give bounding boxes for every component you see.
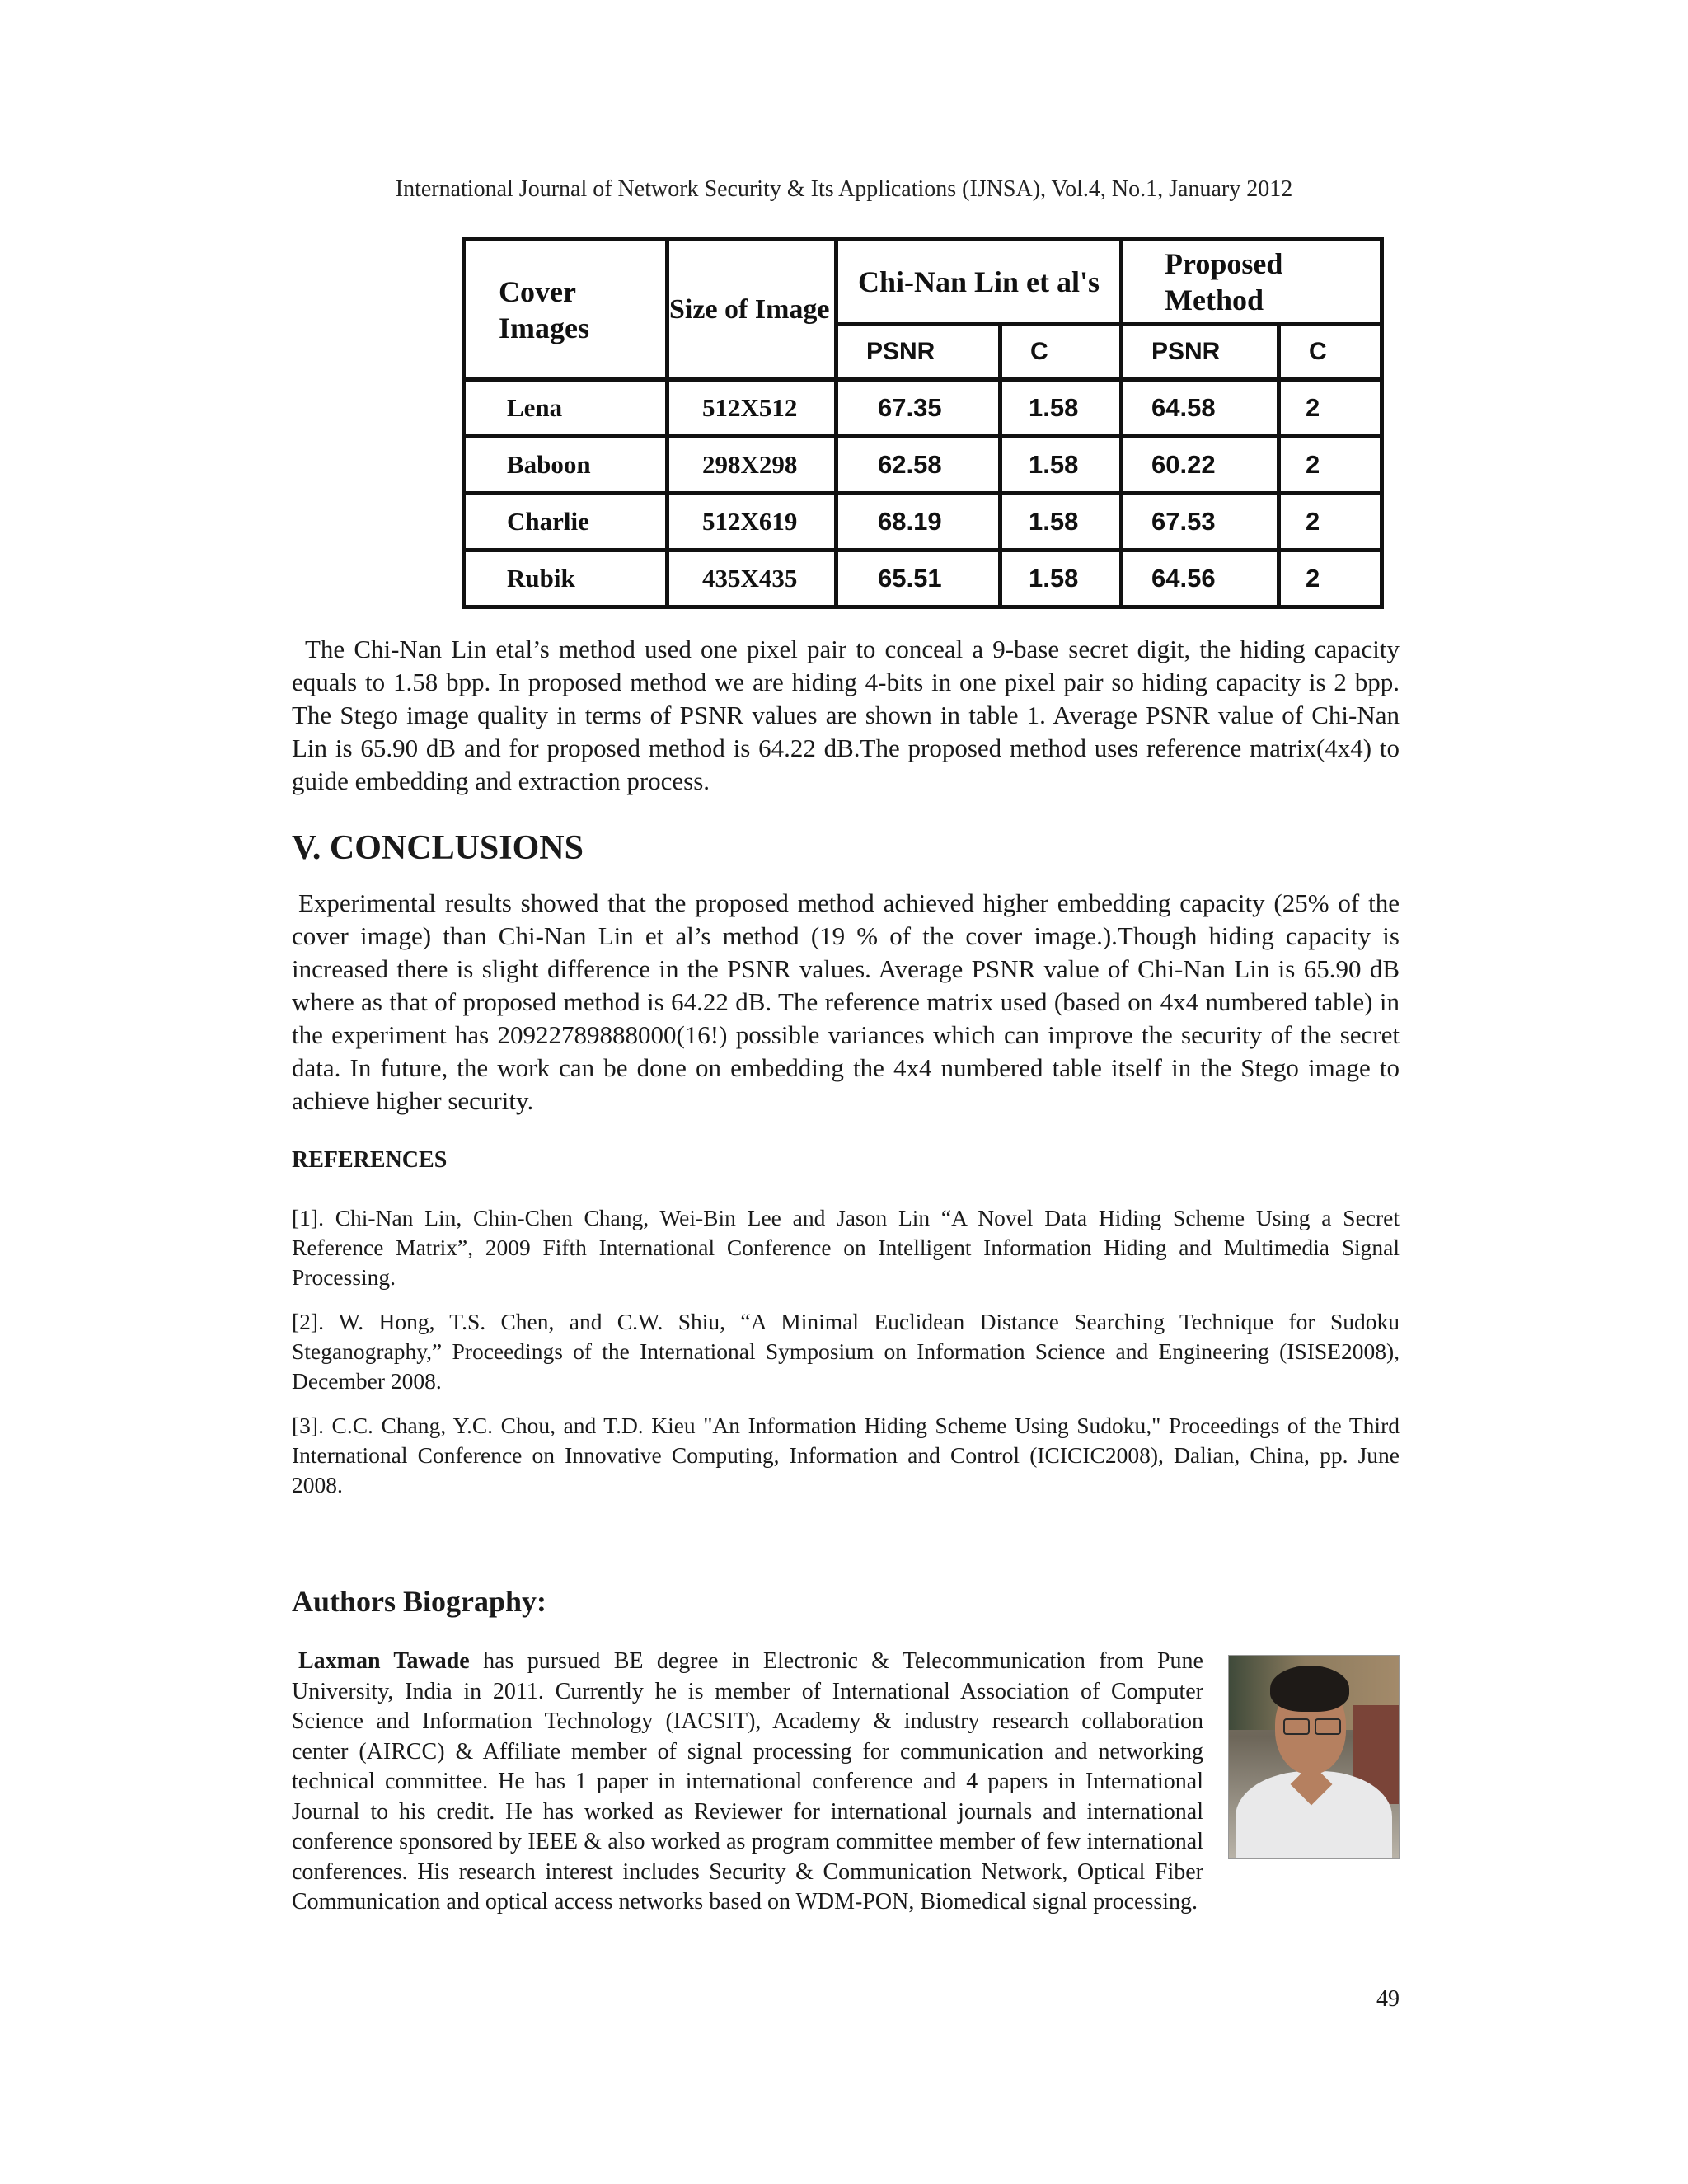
cell-prop-psnr: 60.22 bbox=[1122, 437, 1279, 494]
cell-prop-c: 2 bbox=[1279, 380, 1382, 437]
table-header-row bbox=[464, 240, 1382, 325]
author-photo bbox=[1228, 1655, 1400, 1859]
table-row bbox=[464, 551, 1382, 607]
cell-chi-c: 1.58 bbox=[1001, 437, 1122, 494]
reference-item: [3]. C.C. Chang, Y.C. Chou, and T.D. Kieu "An Information Hiding Scheme Using Sudoku," Proceedings of the Third International Conference on Innovative Computing, Information and Control (ICICIC2008), Dalian, China, pp. June 2008. bbox=[292, 1413, 1400, 1497]
cell-size: 435X435 bbox=[668, 551, 837, 607]
cell-chi-psnr: 67.35 bbox=[837, 380, 1001, 437]
cell-prop-psnr: 67.53 bbox=[1122, 494, 1279, 551]
biography-heading: Authors Biography: bbox=[292, 1585, 547, 1618]
cell-chi-psnr: 65.51 bbox=[837, 551, 1001, 607]
cell-size: 298X298 bbox=[668, 437, 837, 494]
header-chi-psnr: PSNR bbox=[837, 325, 1001, 380]
header-chi-nan-lin: Chi-Nan Lin et al's bbox=[837, 240, 1122, 325]
table-row bbox=[464, 494, 1382, 551]
cell-cover: Baboon bbox=[464, 437, 668, 494]
cell-chi-psnr: 62.58 bbox=[837, 437, 1001, 494]
reference-item: [1]. Chi-Nan Lin, Chin-Chen Chang, Wei-Bin Lee and Jason Lin “A Novel Data Hiding Scheme Using a Secret Reference Matrix”, 2009 Fifth International Conference on Intelligent Information Hiding and Multimedia Signal Processing. bbox=[292, 1205, 1400, 1290]
cell-chi-c: 1.58 bbox=[1001, 380, 1122, 437]
results-paragraph: The Chi-Nan Lin etal’s method used one pixel pair to conceal a 9-base secret digit, the hiding capacity equals to 1.58 bpp. In proposed method we are hiding 4-bits in one pixel pair so hiding capacity is 2 bpp. The Stego image quality in terms of PSNR values are shown in table 1. Average PSNR value of Chi-Nan Lin is 65.90 dB and for proposed method is 64.22 dB.The proposed method uses reference matrix(4x4) to guide embedding and extraction process. bbox=[292, 635, 1400, 795]
cell-prop-c: 2 bbox=[1279, 494, 1382, 551]
cell-chi-c: 1.58 bbox=[1001, 494, 1122, 551]
biography-section bbox=[292, 1647, 1400, 1918]
biography-text: has pursued BE degree in Electronic & Telecommunication from Pune University, India in 2011. Currently he is member of International Association of Computer Science and Information Technology (IACSIT), Academy & industry research collaboration center (AIRCC) & Affiliate member of signal processing for communication and networking technical committee. He has 1 paper in international conference and 4 papers in International Journal to his credit. He has worked as Reviewer for international journals and international conference sponsored by IEEE & also worked as program committee member of few international conferences. His research interest includes Security & Communication Network, Optical Fiber Communication and optical access networks based on WDM-PON, Biomedical signal processing. bbox=[292, 1648, 1203, 1915]
header-size-of-image: Size of Image bbox=[668, 240, 837, 380]
conclusions-paragraph: Experimental results showed that the proposed method achieved higher embedding capacity (25% of the cover image) than Chi-Nan Lin et al’s method (19 % of the cover image.).Though hiding capacity is increased there is slight difference in the PSNR values. Average PSNR value of Chi-Nan Lin is 65.90 dB where as that of proposed method is 64.22 dB. The reference matrix used (based on 4x4 numbered table) in the experiment has 20922789888000(16!) possible variances which can improve the security of the secret data. In future, the work can be done on embedding the 4x4 numbered table itself in the Stego image to achieve higher security. bbox=[292, 888, 1400, 1115]
cell-prop-c: 2 bbox=[1279, 437, 1382, 494]
table-row bbox=[464, 380, 1382, 437]
references-list bbox=[292, 1203, 1400, 1515]
header-prop-c: C bbox=[1279, 325, 1382, 380]
cell-prop-psnr: 64.58 bbox=[1122, 380, 1279, 437]
cell-prop-c: 2 bbox=[1279, 551, 1382, 607]
cell-size: 512X512 bbox=[668, 380, 837, 437]
journal-header: International Journal of Network Security & Its Applications (IJNSA), Vol.4, No.1, January 2012 bbox=[395, 176, 1293, 202]
header-chi-c: C bbox=[1001, 325, 1122, 380]
header-proposed-method: Proposed Method bbox=[1122, 240, 1382, 325]
cell-chi-psnr: 68.19 bbox=[837, 494, 1001, 551]
cell-prop-psnr: 64.56 bbox=[1122, 551, 1279, 607]
psnr-capacity-table bbox=[462, 237, 1384, 609]
header-prop-psnr: PSNR bbox=[1122, 325, 1279, 380]
cell-chi-c: 1.58 bbox=[1001, 551, 1122, 607]
cell-cover: Lena bbox=[464, 380, 668, 437]
header-cover-images: Cover Images bbox=[464, 240, 668, 380]
cell-cover: Rubik bbox=[464, 551, 668, 607]
conclusions-heading: V. CONCLUSIONS bbox=[292, 829, 584, 867]
cell-size: 512X619 bbox=[668, 494, 837, 551]
page-number: 49 bbox=[1376, 1986, 1400, 2012]
reference-item: [2]. W. Hong, T.S. Chen, and C.W. Shiu, “A Minimal Euclidean Distance Searching Technique for Sudoku Steganography,” Proceedings of the International Symposium on Information Science and Engineering (ISISE2008), December 2008. bbox=[292, 1309, 1400, 1394]
author-name: Laxman Tawade bbox=[298, 1648, 470, 1674]
cell-cover: Charlie bbox=[464, 494, 668, 551]
results-table-container bbox=[462, 237, 1384, 609]
table-row bbox=[464, 437, 1382, 494]
references-heading: REFERENCES bbox=[292, 1147, 448, 1173]
